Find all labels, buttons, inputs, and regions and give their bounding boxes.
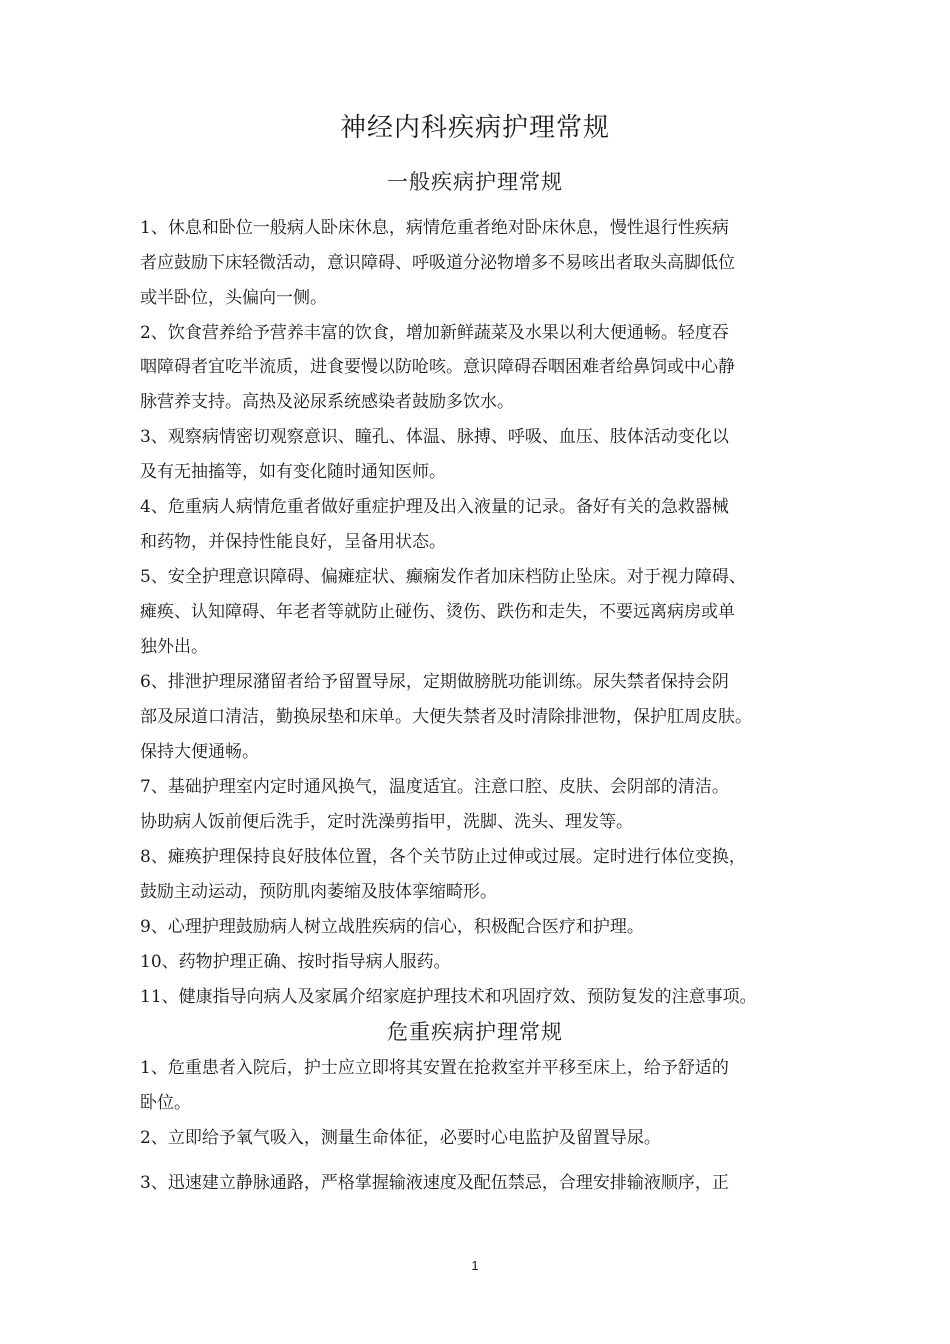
paragraph-line: 咽障碍者宜吃半流质，进食要慢以防呛咳。意识障碍吞咽困难者给鼻饲或中心静 xyxy=(140,357,735,377)
paragraph-line: 9、心理护理鼓励病人树立战胜疾病的信心，积极配合医疗和护理。 xyxy=(140,917,644,937)
paragraph-line: 2、立即给予氧气吸入，测量生命体征，必要时心电监护及留置导尿。 xyxy=(140,1128,661,1148)
paragraph-line: 独外出。 xyxy=(140,637,208,657)
paragraph-line: 和药物，并保持性能良好，呈备用状态。 xyxy=(140,532,446,552)
page-number: 1 xyxy=(471,1258,479,1273)
paragraph-line: 7、基础护理室内定时通风换气，温度适宜。注意口腔、皮肤、会阴部的清洁。 xyxy=(140,777,729,797)
paragraph-line: 鼓励主动运动，预防肌肉萎缩及肢体挛缩畸形。 xyxy=(140,882,497,902)
paragraph-line: 3、观察病情密切观察意识、瞳孔、体温、脉搏、呼吸、血压、肢体活动变化以 xyxy=(140,427,729,447)
section-heading-critical: 危重疾病护理常规 xyxy=(387,1020,563,1044)
paragraph-line: 2、饮食营养给予营养丰富的饮食，增加新鲜蔬菜及水果以利大便通畅。轻度吞 xyxy=(140,323,729,343)
paragraph-line: 6、排泄护理尿潴留者给予留置导尿，定期做膀胱功能训练。尿失禁者保持会阴 xyxy=(140,672,729,692)
document-title: 神经内科疾病护理常规 xyxy=(339,113,610,143)
paragraph-line: 卧位。 xyxy=(140,1093,191,1113)
paragraph-line: 10、药物护理正确、按时指导病人服药。 xyxy=(140,952,451,972)
paragraph-line: 保持大便通畅。 xyxy=(140,742,259,762)
paragraph-line: 11、健康指导向病人及家属介绍家庭护理技术和巩固疗效、预防复发的注意事项。 xyxy=(140,987,757,1007)
section-heading-general: 一般疾病护理常规 xyxy=(387,170,563,194)
paragraph-line: 1、休息和卧位一般病人卧床休息，病情危重者绝对卧床休息，慢性退行性疾病 xyxy=(140,218,729,238)
paragraph-line: 瘫痪、认知障碍、年老者等就防止碰伤、烫伤、跌伤和走失，不要远离病房或单 xyxy=(140,602,735,622)
paragraph-line: 脉营养支持。高热及泌尿系统感染者鼓励多饮水。 xyxy=(140,392,514,412)
paragraph-line: 部及尿道口清洁，勤换尿垫和床单。大便失禁者及时清除排泄物，保护肛周皮肤。 xyxy=(140,707,752,727)
paragraph-line: 者应鼓励下床轻微活动，意识障碍、呼吸道分泌物增多不易咳出者取头高脚低位 xyxy=(140,253,735,273)
paragraph-line: 及有无抽搐等，如有变化随时通知医师。 xyxy=(140,462,446,482)
paragraph-line: 或半卧位，头偏向一侧。 xyxy=(140,288,327,308)
paragraph-line: 8、瘫痪护理保持良好肢体位置，各个关节防止过伸或过展。定时进行体位变换， xyxy=(140,847,746,867)
paragraph-line: 4、危重病人病情危重者做好重症护理及出入液量的记录。备好有关的急救器械 xyxy=(140,497,729,517)
paragraph-line: 1、危重患者入院后，护士应立即将其安置在抢救室并平移至床上，给予舒适的 xyxy=(140,1058,729,1078)
paragraph-line: 协助病人饭前便后洗手，定时洗澡剪指甲，洗脚、洗头、理发等。 xyxy=(140,812,633,832)
paragraph-line: 3、迅速建立静脉通路，严格掌握输液速度及配伍禁忌，合理安排输液顺序，正 xyxy=(140,1173,729,1193)
paragraph-line: 5、安全护理意识障碍、偏瘫症状、癫痫发作者加床档防止坠床。对于视力障碍、 xyxy=(140,567,746,587)
